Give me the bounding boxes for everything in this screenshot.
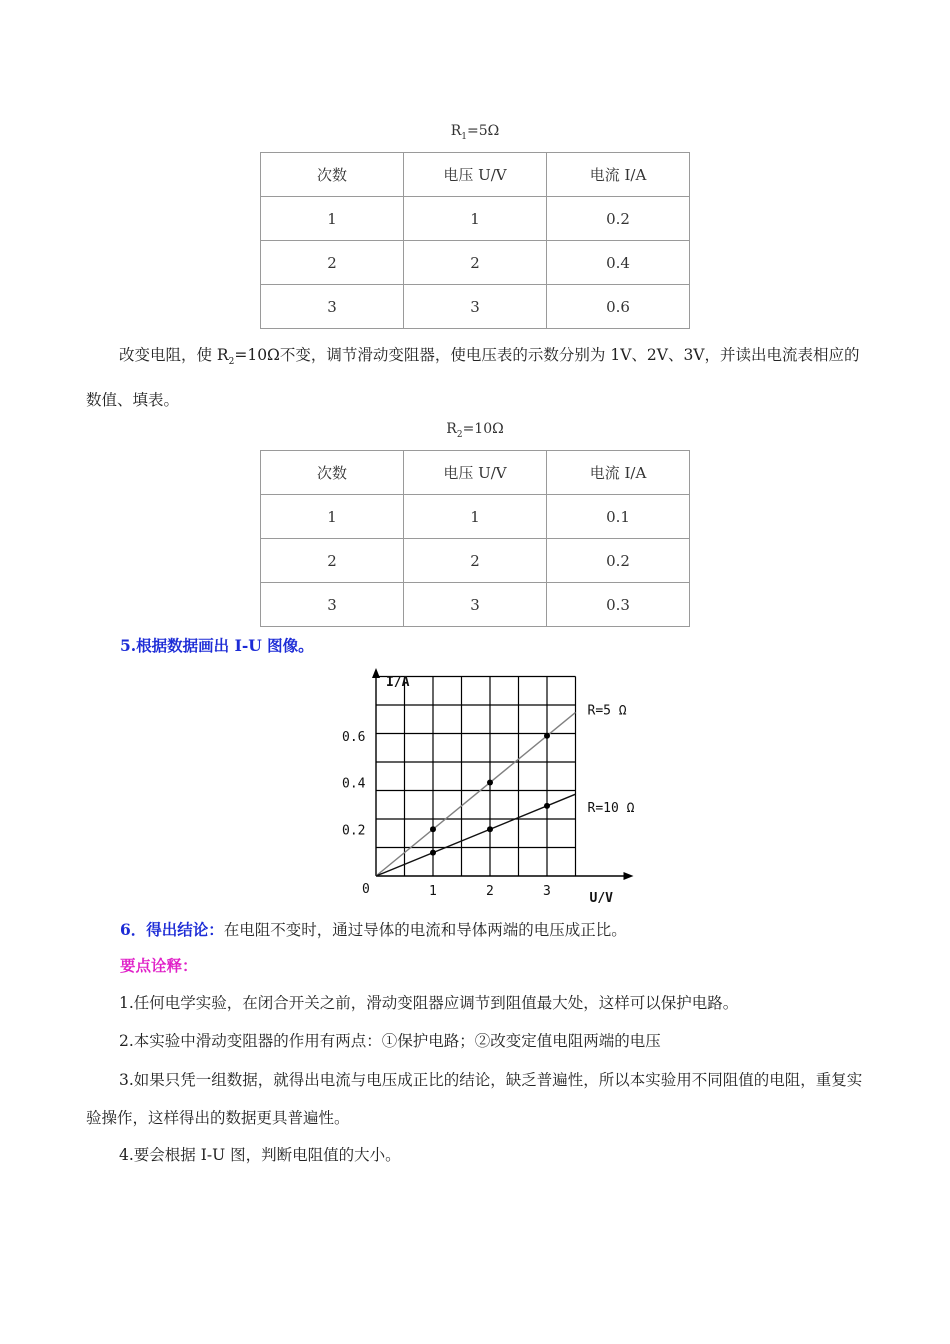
y-tick-label: 0.2 — [342, 823, 366, 839]
y-axis-label: I/A — [386, 675, 410, 690]
data-point — [544, 733, 550, 739]
key-point-2: 2.本实验中滑动变阻器的作用有两点：①保护电路；②改变定值电阻两端的电压 — [119, 1032, 661, 1050]
table-cell: 3 — [404, 285, 547, 329]
step6-conclusion — [120, 918, 627, 940]
key-points-title: 要点诠释： — [120, 956, 198, 975]
table-row — [261, 197, 690, 241]
table-cell: 1 — [261, 197, 404, 241]
header-current: 电流 I/A — [547, 451, 690, 495]
table-cell: 0.2 — [547, 539, 690, 583]
table-cell: 0.4 — [547, 241, 690, 285]
chart-grid — [376, 677, 576, 877]
data-point — [544, 803, 550, 809]
table-row — [261, 285, 690, 329]
table-cell: 1 — [261, 495, 404, 539]
step5-heading: 5.根据数据画出 I-U 图像。 — [120, 636, 314, 655]
table-cell: 3 — [261, 583, 404, 627]
table-row — [261, 583, 690, 627]
table-header-row — [261, 451, 690, 495]
chart-axes — [372, 668, 634, 880]
table-cell: 0.3 — [547, 583, 690, 627]
iu-graph — [330, 664, 650, 908]
table2-caption: $R_2=10\Omega$ — [446, 421, 504, 440]
series-label: R=10 Ω — [587, 801, 635, 817]
header-count: 次数 — [261, 153, 404, 197]
data-point — [430, 850, 436, 856]
step6-label: 6．得出结论： — [120, 920, 224, 939]
y-tick-label: 0.4 — [342, 776, 366, 792]
step6-text: 在电阻不变时，通过导体的电流和导体两端的电压成正比。 — [223, 921, 627, 939]
x-axis-arrow-icon — [624, 872, 634, 880]
data-point — [430, 826, 436, 832]
table-row — [261, 241, 690, 285]
table-cell: 2 — [261, 539, 404, 583]
y-axis-arrow-icon — [372, 668, 380, 678]
table1-caption: $R_1=5\Omega$ — [450, 123, 500, 142]
x-axis-label: U/V — [589, 891, 613, 906]
header-voltage: 电压 U/V — [404, 451, 547, 495]
table-cell: 2 — [404, 241, 547, 285]
x-tick-label: 2 — [486, 884, 494, 899]
key-point-3: 3.如果只凭一组数据，就得出电流与电压成正比的结论，缺乏普遍性，所以本实验用不同阻值的电阻，重复实验操作，这样得出的数据更具普遍性。 — [86, 1071, 863, 1127]
key-point-4: 4.要会根据 I-U 图，判断电阻值的大小。 — [119, 1146, 401, 1164]
table-row — [261, 495, 690, 539]
table-cell: 0.6 — [547, 285, 690, 329]
table-cell: 3 — [261, 285, 404, 329]
table-cell: 0.1 — [547, 495, 690, 539]
table-header-row — [261, 153, 690, 197]
data-point — [487, 780, 493, 786]
x-tick-label: 1 — [429, 884, 437, 899]
table-cell: 1 — [404, 495, 547, 539]
y-tick-label: 0.6 — [342, 729, 366, 745]
header-voltage: 电压 U/V — [404, 153, 547, 197]
origin-label: 0 — [362, 882, 370, 897]
chart-series — [376, 712, 576, 876]
table-cell: 1 — [404, 197, 547, 241]
table-row — [261, 539, 690, 583]
key-point-1: 1.任何电学实验，在闭合开关之前，滑动变阻器应调节到阻值最大处，这样可以保护电路。 — [119, 994, 739, 1012]
x-tick-label: 3 — [543, 884, 551, 899]
table-cell: 0.2 — [547, 197, 690, 241]
data-point — [487, 826, 493, 832]
table-cell: 3 — [404, 583, 547, 627]
table-cell: 2 — [261, 241, 404, 285]
change-resistance-paragraph: 改变电阻，使 $R_2=10\Omega$不变，调节滑动变阻器，使电压表的示数分别为 1V、2V、3V，并读出电流表相应的数值、填表。 — [86, 346, 860, 410]
header-current: 电流 I/A — [547, 153, 690, 197]
table2 — [260, 450, 690, 627]
table1 — [260, 152, 690, 329]
series-label: R=5 Ω — [587, 703, 627, 719]
header-count: 次数 — [261, 451, 404, 495]
table-cell: 2 — [404, 539, 547, 583]
